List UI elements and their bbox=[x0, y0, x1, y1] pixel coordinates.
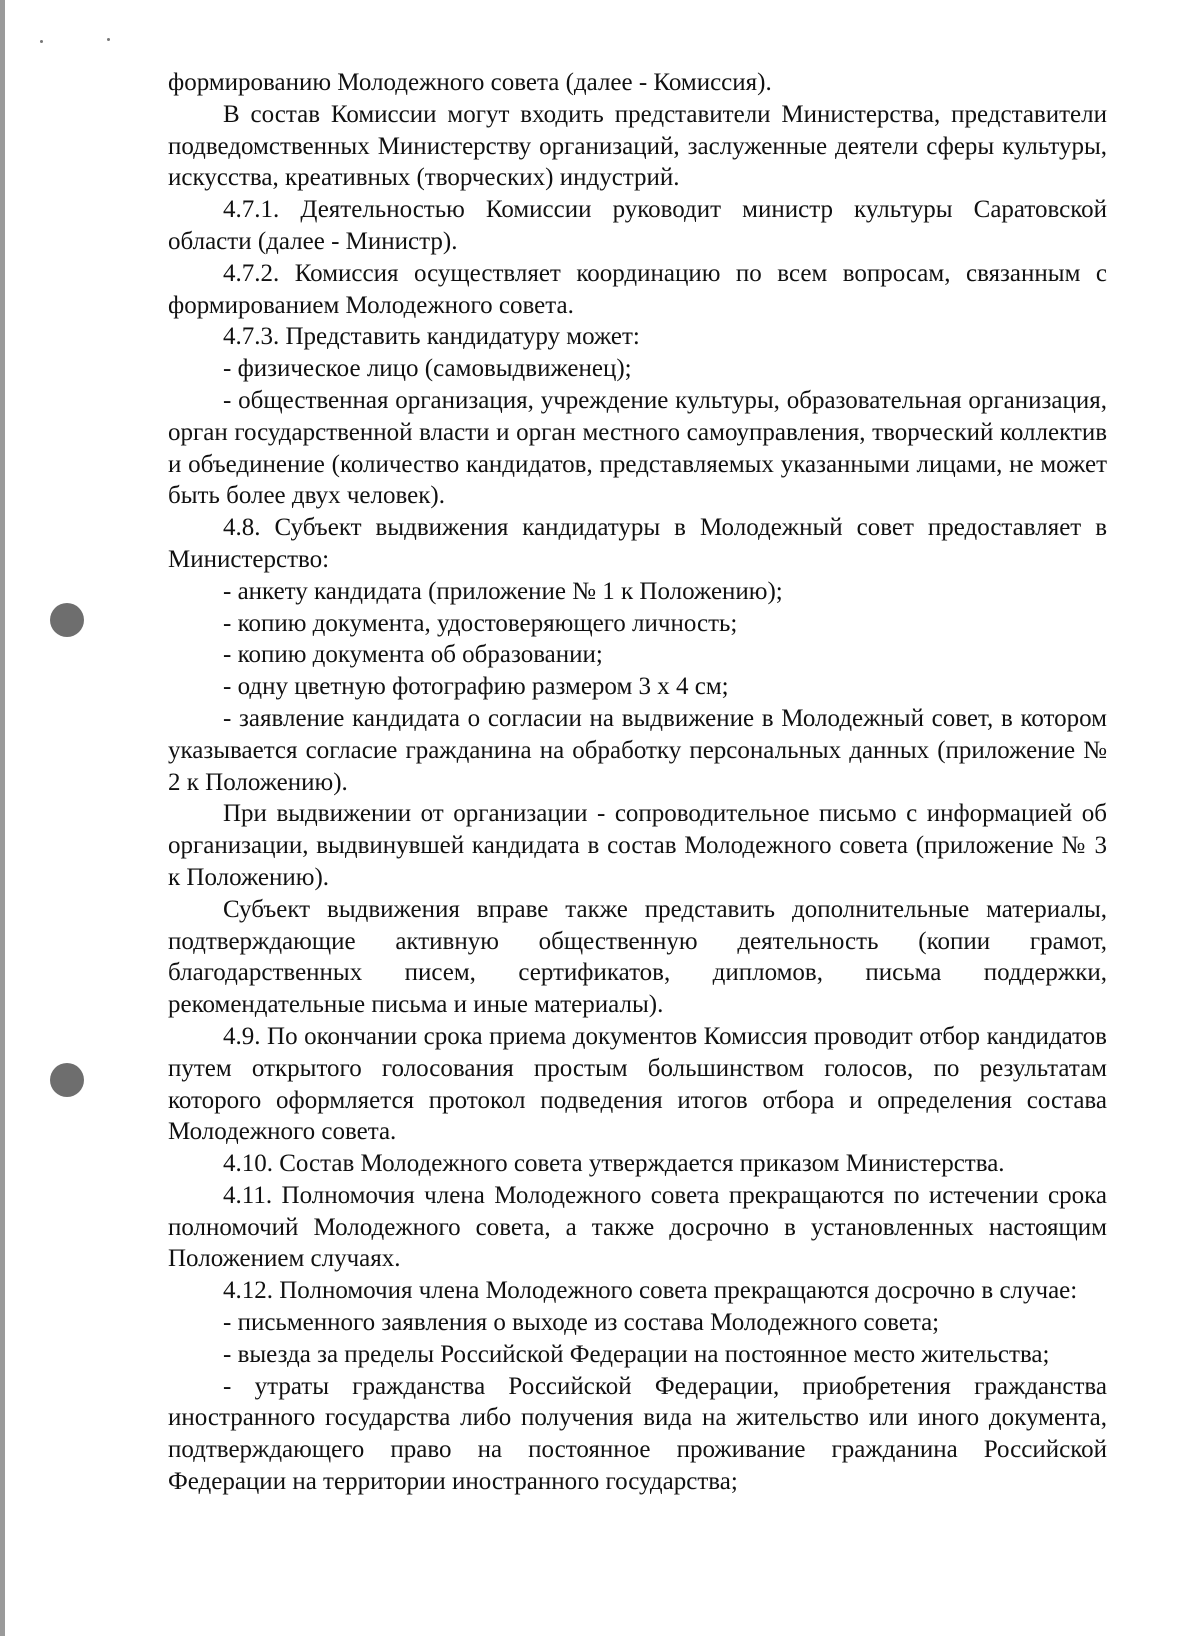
paragraph-4-11: 4.11. Полномочия члена Молодежного совета прекращаются по истечении срока полномочий Молодежного совета, а также досрочно в установленных настоящим Положением случаях. bbox=[168, 1181, 1107, 1273]
punch-hole bbox=[50, 603, 84, 637]
paragraph-4-7-2: 4.7.2. Комиссия осуществляет координацию по всем вопросам, связанным с формированием Молодежного совета. bbox=[168, 259, 1107, 319]
paragraph-4-12: 4.12. Полномочия члена Молодежного совета прекращаются досрочно в случае: bbox=[223, 1277, 1078, 1305]
list-item-individual: - физическое лицо (самовыдвиженец); bbox=[223, 355, 632, 383]
paragraph-additional-materials: Субъект выдвижения вправе также представить дополнительные материалы, подтверждающие активную общественную деятельность (копии грамот, благодарственных писем, сертификатов, дипломов, письма поддержки, рекомендательные письма и иные материалы). bbox=[168, 895, 1107, 1019]
paragraph-4-10: 4.10. Состав Молодежного совета утверждается приказом Министерства. bbox=[223, 1150, 1005, 1178]
list-item-questionnaire: - анкету кандидата (приложение № 1 к Положению); bbox=[223, 577, 783, 605]
list-item-education-copy: - копию документа об образовании; bbox=[223, 641, 603, 669]
paragraph-4-7-3: 4.7.3. Представить кандидатуру может: bbox=[223, 323, 640, 351]
list-item-identity-copy: - копию документа, удостоверяющего личность; bbox=[223, 609, 738, 637]
document-page bbox=[168, 62, 1107, 1498]
paragraph-commission-intro: формированию Молодежного совета (далее - Комиссия). bbox=[168, 69, 772, 96]
scan-speck bbox=[40, 40, 43, 43]
punch-hole bbox=[50, 1063, 84, 1097]
list-item-citizenship-loss: - утраты гражданства Российской Федерации, приобретения гражданства иностранного государства либо получения вида на жительство или иного документа, подтверждающего право на постоянное проживание гражданина Российской Федерации на территории иностранного государства; bbox=[168, 1372, 1107, 1496]
paragraph-4-8: 4.8. Субъект выдвижения кандидатуры в Молодежный совет предоставляет в Министерство: bbox=[168, 514, 1107, 573]
list-item-departure: - выезда за пределы Российской Федерации на постоянное место жительства; bbox=[223, 1340, 1050, 1368]
list-item-resignation: - письменного заявления о выходе из состава Молодежного совета; bbox=[223, 1309, 940, 1337]
paragraph-4-9: 4.9. По окончании срока приема документов Комиссия проводит отбор кандидатов путем открытого голосования простым большинством голосов, по результатам которого оформляется протокол подведения итогов отбора и определения состава Молодежного совета. bbox=[168, 1022, 1107, 1146]
list-item-consent-statement: - заявление кандидата о согласии на выдвижение в Молодежный совет, в котором указывается согласие гражданина на обработку персональных данных (приложение № 2 к Положению). bbox=[168, 704, 1107, 796]
scan-left-edge bbox=[0, 0, 5, 1636]
paragraph-commission-members: В состав Комиссии могут входить представители Министерства, представители подведомственных Министерству организаций, заслуженные деятели сферы культуры, искусства, креативных (творческих) индустрий. bbox=[168, 100, 1107, 192]
paragraph-cover-letter: При выдвижении от организации - сопроводительное письмо с информацией об организации, выдвинувшей кандидата в состав Молодежного совета (приложение № 3 к Положению). bbox=[168, 800, 1107, 891]
list-item-photo: - одну цветную фотографию размером 3 х 4 см; bbox=[223, 673, 729, 701]
list-item-organization: - общественная организация, учреждение культуры, образовательная организация, орган государственной власти и орган местного самоуправления, творческий коллектив и объединение (количество кандидатов, представляемых указанными лицами, не может быть более двух человек). bbox=[168, 386, 1107, 510]
paragraph-4-7-1: 4.7.1. Деятельностью Комиссии руководит министр культуры Саратовской области (далее - Министр). bbox=[168, 196, 1107, 255]
scan-speck bbox=[107, 38, 110, 41]
